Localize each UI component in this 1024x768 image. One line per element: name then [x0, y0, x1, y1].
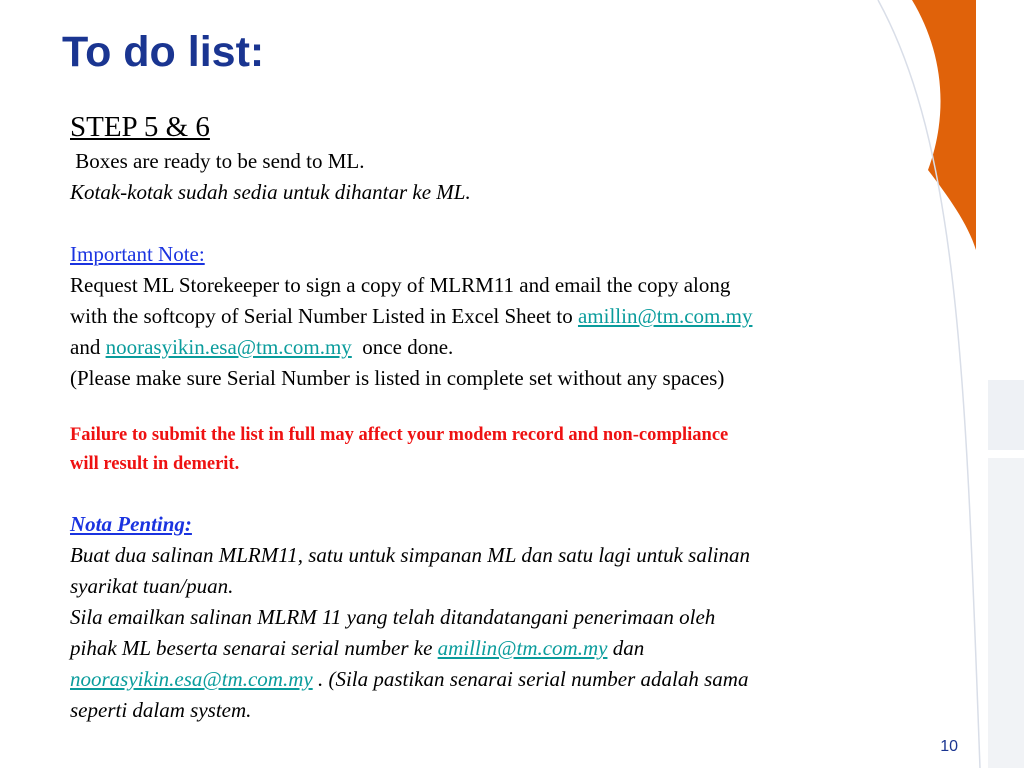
- once-done-text: once done.: [351, 335, 454, 359]
- boxes-ready-malay: Kotak-kotak sudah sedia untuk dihantar ke ML.: [70, 180, 471, 204]
- orange-swoosh: [912, 0, 976, 250]
- malay-line-6: seperti dalam system.: [70, 698, 252, 722]
- grey-band-upper: [988, 380, 1024, 450]
- spacer: [70, 479, 915, 509]
- page-number: 10: [940, 738, 958, 755]
- grey-band-lower: [988, 458, 1024, 768]
- boxes-ready-text: [70, 146, 915, 177]
- email-link-amillin[interactable]: amillin@tm.com.my: [577, 304, 753, 328]
- warning-line-2: will result in demerit.: [70, 454, 240, 474]
- spacer: [70, 394, 915, 421]
- please-note-text: (Please make sure Serial Number is listed in complete set without any spaces): [70, 366, 725, 390]
- nota-penting-label: [70, 509, 915, 540]
- important-note-link[interactable]: Important Note:: [70, 242, 205, 266]
- request-line-2: [70, 301, 915, 332]
- request-line-1: Request ML Storekeeper to sign a copy of MLRM11 and email the copy along: [70, 273, 731, 297]
- malay-line-5-tail: . (Sila pastikan senarai serial number adalah sama: [312, 667, 749, 691]
- request-line-2-text: with the softcopy of Serial Number Listed in Excel Sheet to: [70, 304, 578, 328]
- email-link-noorasyikin-malay[interactable]: noorasyikin.esa@tm.com.my: [70, 667, 313, 691]
- dan-word: dan: [607, 636, 645, 660]
- malay-line-4: [70, 633, 915, 664]
- slide-content: [70, 108, 915, 726]
- malay-line-1: Buat dua salinan MLRM11, satu untuk simpanan ML dan satu lagi untuk salinan: [70, 543, 750, 567]
- malay-line-2: syarikat tuan/puan.: [70, 574, 234, 598]
- malay-line-4-text: pihak ML beserta senarai serial number ke: [70, 636, 438, 660]
- email-link-noorasyikin[interactable]: noorasyikin.esa@tm.com.my: [105, 335, 352, 359]
- warning-line-1: Failure to submit the list in full may affect your modem record and non-compliance: [70, 425, 729, 445]
- boxes-en: Boxes are ready to be send to ML.: [70, 149, 365, 173]
- malay-line-3: Sila emailkan salinan MLRM 11 yang telah ditandatangani penerimaan oleh: [70, 605, 716, 629]
- and-word: and: [70, 335, 106, 359]
- nota-penting-link[interactable]: Nota Penting:: [70, 512, 192, 536]
- important-note-label: [70, 239, 915, 270]
- page-title: To do list:: [62, 28, 265, 76]
- request-line-3: [70, 332, 915, 363]
- malay-line-5: [70, 664, 915, 695]
- spacer: [70, 208, 915, 239]
- email-link-amillin-malay[interactable]: amillin@tm.com.my: [437, 636, 608, 660]
- step-heading: STEP 5 & 6: [70, 111, 210, 143]
